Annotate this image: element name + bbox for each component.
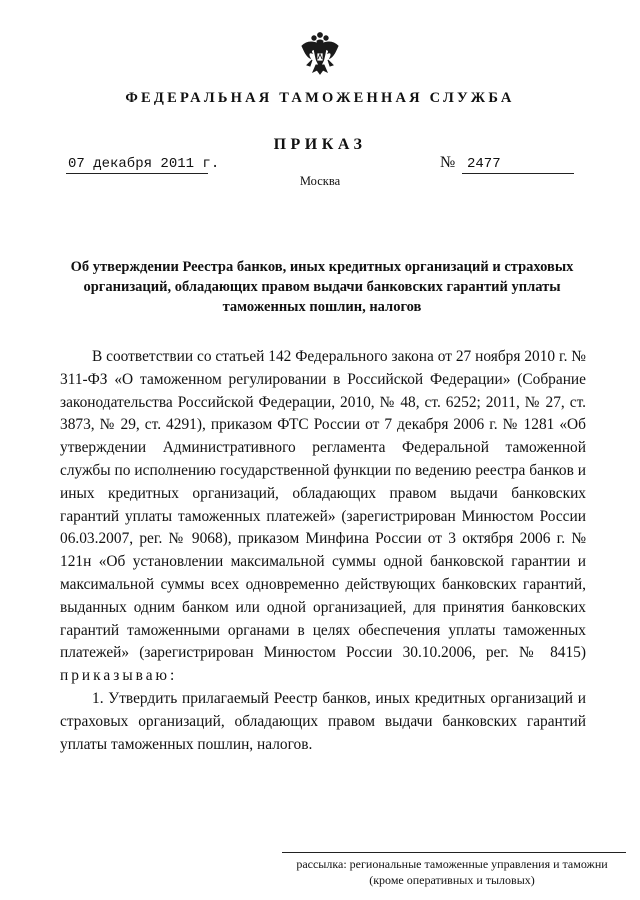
agency-name: ФЕДЕРАЛЬНАЯ ТАМОЖЕННАЯ СЛУЖБА — [125, 90, 515, 106]
order-number: 2477 — [467, 156, 501, 172]
distribution-line-2: (кроме оперативных и тыловых) — [369, 873, 535, 887]
russian-coat-of-arms-icon — [300, 32, 340, 76]
order-word: приказываю: — [60, 667, 178, 685]
body-paragraph-2: 1. Утвердить прилагаемый Реестр банков, иных кредитных организаций и страховых организаций, обладающих правом выдачи банковских гарантий уплаты таможенных пошлин, налогов. — [60, 689, 586, 753]
order-date: 07 декабря 2011 г. — [68, 156, 220, 172]
preamble-text: В соответствии со статьей 142 Федерального закона от 27 ноября 2010 г. № 311-ФЗ «О таможенном регулировании в Российской Федерации» (Собрание законодательства Российской Федерации, 2010, № 48, ст. 6252; 2011, № 27, ст. 3873, № 29, ст. 4291), приказом ФТС России от 7 декабря 2006 г. № 1281 «Об утверждении Административного регламента Федеральной таможенной службы по исполнению государственной функции по ведению реестра банков и иных кредитных организаций, обладающих правом выдачи банковских гарантий уплаты таможенных платежей» (зарегистрирован Минюстом России 06.03.2007, рег. № 9068), приказом Минфина России от 3 октября 2006 г. № 121н «Об установлении максимальной суммы одной банковской гарантии и максимальной суммы всех одновременно действующих банковских гарантий, выданных одним банком или одной организацией, для принятия банковских гарантий таможенными органами в целях обеспечения уплаты таможенных платежей» (зарегистрирован Минюстом России 30.10.2006, рег. № 8415) — [60, 348, 586, 662]
document-type: ПРИКАЗ — [273, 136, 367, 153]
number-sign: № — [440, 154, 456, 171]
footer-divider — [282, 852, 626, 853]
distribution-line-1: рассылка: региональные таможенные управления и таможни — [296, 857, 608, 871]
city: Москва — [299, 174, 341, 188]
body-paragraph-1 — [60, 346, 586, 688]
order-body — [60, 346, 586, 756]
distribution-note — [282, 856, 622, 888]
order-title: Об утверждении Реестра банков, иных кредитных организаций и страховых организаций, обладающих правом выдачи банковских гарантий уплаты таможенных пошлин, налогов — [70, 259, 574, 315]
